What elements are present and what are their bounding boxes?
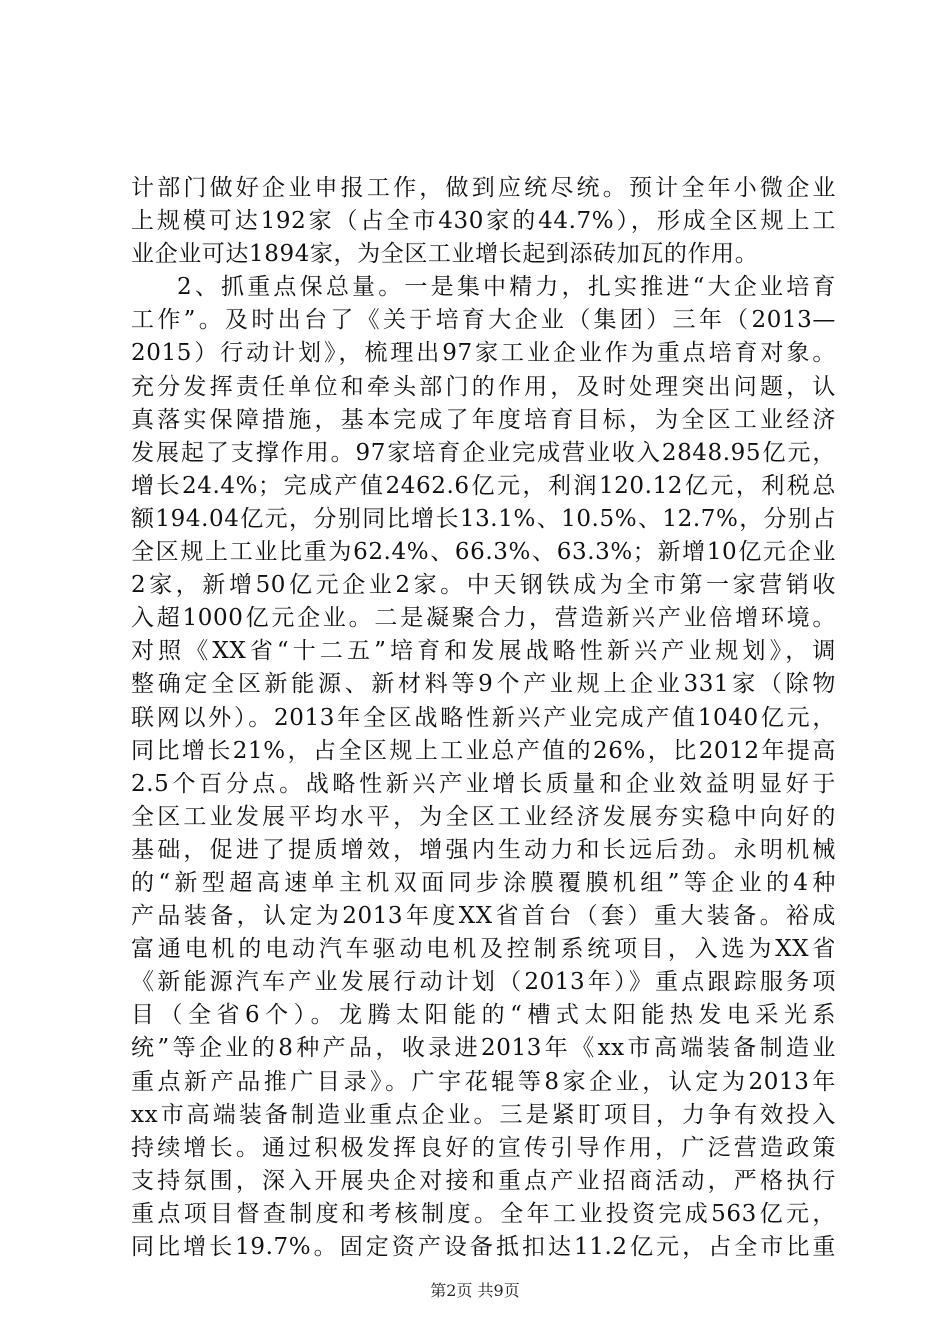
text-line: 2家，新增50亿元企业2家。中天钢铁成为全市第一家营销收	[131, 572, 836, 599]
text-line: 2015）行动计划》，梳理出97家工业企业作为重点培育对象。	[131, 340, 836, 367]
page-number-footer: 第2页 共9页	[430, 1281, 520, 1300]
text-line: 同比增长21%，占全区规上工业总产值的26%，比2012年提高	[131, 737, 836, 764]
text-line: 上规模可达192家（占全市430家的44.7%），形成全区规上工	[131, 208, 836, 235]
text-line: 对照《XX省“十二五”培育和发展战略性新兴产业规划》，调	[131, 638, 836, 665]
text-line: 重点项目督查制度和考核制度。全年工业投资完成563亿元，	[131, 1200, 836, 1227]
body-text	[131, 172, 836, 1264]
text-line: 真落实保障措施，基本完成了年度培育目标，为全区工业经济	[131, 406, 836, 433]
text-line: 《新能源汽车产业发展行动计划（2013年）》重点跟踪服务项	[131, 969, 836, 996]
text-line: 的“新型超高速单主机双面同步涂膜覆膜机组”等企业的4种	[131, 869, 836, 896]
text-line: 发展起了支撑作用。97家培育企业完成营业收入2848.95亿元，	[131, 439, 836, 466]
text-line: 业企业可达1894家，为全区工业增长起到添砖加瓦的作用。	[131, 241, 759, 268]
text-line: 整确定全区新能源、新材料等9个产业规上企业331家（除物	[131, 671, 836, 698]
text-line: 统”等企业的8种产品，收录进2013年《xx市高端装备制造业	[131, 1035, 836, 1062]
text-line: 产品装备，认定为2013年度XX省首台（套）重大装备。裕成	[131, 903, 836, 930]
text-line: 目（全省6个）。龙腾太阳能的“槽式太阳能热发电采光系	[131, 1002, 836, 1029]
text-line: 联网以外）。2013年全区战略性新兴产业完成产值1040亿元，	[131, 704, 836, 731]
text-line: 支持氛围，深入开展央企对接和重点产业招商活动，严格执行	[131, 1167, 836, 1194]
text-line: 富通电机的电动汽车驱动电机及控制系统项目，入选为XX省	[131, 936, 836, 963]
text-line: 全区工业发展平均水平，为全区工业经济发展夯实稳中向好的	[131, 803, 836, 830]
paragraph-start-line: 2、抓重点保总量。一是集中精力，扎实推进“大企业培育	[177, 274, 836, 301]
text-line: 工作”。及时出台了《关于培育大企业（集团）三年（2013—	[131, 307, 836, 334]
text-line: xx市高端装备制造业重点企业。三是紧盯项目，力争有效投入	[131, 1101, 836, 1128]
text-line: 充分发挥责任单位和牵头部门的作用，及时处理突出问题，认	[131, 373, 836, 400]
text-line: 计部门做好企业申报工作，做到应统尽统。预计全年小微企业	[131, 175, 836, 201]
text-line: 全区规上工业比重为62.4%、66.3%、63.3%；新增10亿元企业	[131, 539, 836, 566]
text-line: 增长24.4%；完成产值2462.6亿元，利润120.12亿元，利税总	[131, 472, 836, 499]
text-line: 持续增长。通过积极发挥良好的宣传引导作用，广泛营造政策	[131, 1134, 836, 1161]
text-line: 基础，促进了提质增效，增强内生动力和长远后劲。永明机械	[131, 836, 836, 863]
text-line: 额194.04亿元，分别同比增长13.1%、10.5%、12.7%，分别占	[131, 505, 836, 532]
text-line: 入超1000亿元企业。二是凝聚合力，营造新兴产业倍增环境。	[131, 605, 836, 632]
text-line: 重点新产品推广目录》。广宇花辊等8家企业，认定为2013年	[131, 1068, 836, 1095]
text-line: 2.5个百分点。战略性新兴产业增长质量和企业效益明显好于	[131, 770, 836, 797]
text-line: 同比增长19.7%。固定资产设备抵扣达11.2亿元，占全市比重	[131, 1234, 836, 1260]
